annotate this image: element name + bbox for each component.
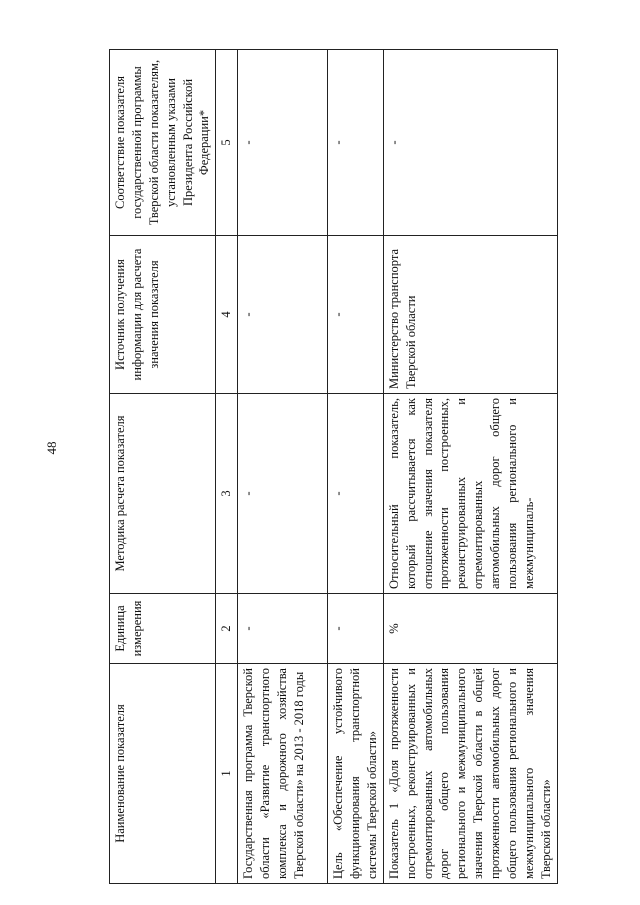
table-row-goal	[328, 50, 384, 884]
indicator-name: Государственная программа Тверской области «Развитие транспортного комплекса и дорожного хозяйства Тверской области» на 2013 - 2018 годы	[238, 664, 328, 884]
table-row-program	[238, 50, 328, 884]
indicator-table-rotated	[109, 50, 553, 884]
indicator-compliance: -	[238, 50, 328, 236]
indicator-name: Показатель 1 «Доля протяженности построенных, реконструированных и отремонтированных автомобильных дорог общего пользования регионального и межмуниципального значения Тверской области в общей протяженности автомобильных дорог общего пользования регионального и межмуниципального значения Тверской области»	[383, 664, 557, 884]
indicator-unit: -	[238, 594, 328, 664]
indicator-compliance: -	[383, 50, 557, 236]
indicator-name: Цель «Обеспечение устойчивого функционирования транспортной системы Тверской области»	[328, 664, 384, 884]
header-row	[110, 50, 216, 884]
column-number: 3	[216, 394, 238, 594]
indicator-table	[109, 49, 558, 884]
indicator-method: Относительный показатель, который рассчитывается как отношение значения показателя протяженности построенных, реконструированных и отремонтированных автомобильных дорог общего пользования регионального и межмуниципаль-	[383, 394, 557, 594]
indicator-method: -	[328, 394, 384, 594]
column-number: 2	[216, 594, 238, 664]
page-number: 48	[44, 441, 59, 455]
column-number: 4	[216, 236, 238, 394]
indicator-source: -	[328, 236, 384, 394]
header-compliance: Соответствие показателя государственной программы Тверской области показателям, установленным указами Президента Российской Федерации*	[110, 50, 216, 236]
indicator-source: Министерство транспорта Тверской области	[383, 236, 557, 394]
header-name: Наименование показателя	[110, 664, 216, 884]
indicator-source: -	[238, 236, 328, 394]
header-unit: Единица измерения	[110, 594, 216, 664]
column-number: 5	[216, 50, 238, 236]
indicator-unit: %	[383, 594, 557, 664]
indicator-method: -	[238, 394, 328, 594]
column-number-row	[216, 50, 238, 884]
indicator-compliance: -	[328, 50, 384, 236]
column-number: 1	[216, 664, 238, 884]
table-row-indicator-1	[383, 50, 557, 884]
header-method: Методика расчета показателя	[110, 394, 216, 594]
header-source: Источник получения информации для расчета значения показателя	[110, 236, 216, 394]
indicator-unit: -	[328, 594, 384, 664]
